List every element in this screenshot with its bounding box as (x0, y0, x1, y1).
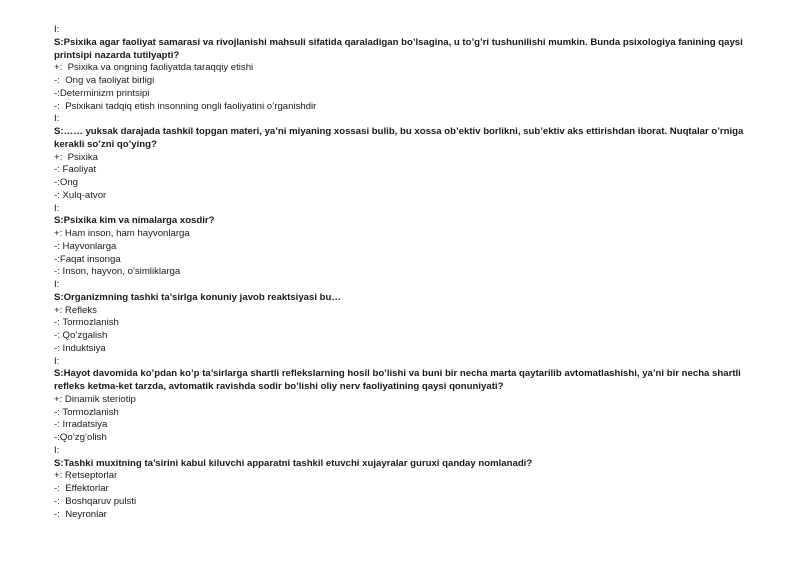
answer-correct: +: Psixika (54, 151, 98, 163)
question-text: S:Hayot davomida ko’pdan ko’p ta’sirlarga shartli reflekslarning hosil bo’lishi va buni bir necha marta qaytarilib avtomatlashishi, ya’ni bir necha shartli refleks ketma-ket tarzda, avtomatik ravishda sodir bo’lishi oliy nerv faoliyatining qaysi qonuniyati? (54, 368, 744, 392)
answer-option: -:Qo’zg’olish (54, 432, 107, 443)
question-marker: I: (54, 279, 60, 290)
question-block-1 (54, 24, 744, 113)
question-text: S:Psixika agar faoliyat samarasi va rivojlanishi mahsuli sifatida qaraladigan bo’lsagina, u to’g’ri tushunilishi mumkin. Bunda psixologiya fanining qaysi printsipi nazarda tutilyapti? (54, 36, 746, 61)
answer-option: -: Irradatsiya (54, 419, 108, 431)
answer-correct: +: Ham inson, ham hayvonlarga (54, 228, 190, 239)
question-block-5 (54, 356, 744, 445)
question-text: S:Organizmning tashki ta’sirlga konuniy javob reaktsiyasi bu… (54, 291, 341, 303)
answer-option: -: Tormozlanish (54, 406, 119, 418)
answer-option: -: Tormozlanish (54, 317, 119, 329)
question-block-2 (54, 113, 747, 202)
answer-option: -:Determinizm printsipi (54, 87, 150, 99)
answer-correct: +: Retseptorlar (54, 470, 118, 482)
answer-option: -: Induktsiya (54, 342, 106, 354)
answer-option: -:Ong (54, 177, 78, 188)
question-marker: I: (54, 202, 60, 214)
question-block-3 (54, 203, 744, 280)
document-page (54, 24, 747, 521)
answer-correct: +: Dinamik steriotip (54, 393, 136, 405)
question-block-6 (54, 445, 744, 522)
question-text: S:Psixika kim va nimalarga xosdir? (54, 215, 215, 227)
answer-option: -: Effektorlar (54, 483, 109, 494)
answer-option: -: Xulq-atvor (54, 189, 107, 201)
answer-option: -: Psixikani tadqiq etish insonning ongli faoliyatini o’rganishdir (54, 100, 317, 112)
question-marker: I: (54, 24, 60, 35)
answer-option: -: Ong va faoliyat birligi (54, 75, 155, 86)
answer-option: -:Faqat insonga (54, 253, 121, 265)
answer-correct: +: Refleks (54, 304, 97, 316)
answer-correct: +: Psixika va ongning faoliyatda taraqqiy etishi (54, 62, 254, 74)
question-marker: I: (54, 444, 60, 456)
answer-option: -: Boshqaruv pulsti (54, 495, 137, 507)
answer-option: -: Qo’zgalish (54, 330, 108, 341)
question-marker: I: (54, 113, 60, 125)
question-block-4 (54, 279, 744, 356)
answer-option: -: Hayvonlarga (54, 240, 117, 252)
answer-option: -: Faoliyat (54, 164, 97, 176)
answer-option: -: Inson, hayvon, o’simliklarga (54, 266, 181, 278)
question-text: S:…… yuksak darajada tashkil topgan materi, ya’ni miyaning xossasi bulib, bu xossa ob’ektiv borlikni, sub’ektiv aks ettirishdan iborat. Nuqtalar o’rniga kerakli so’zni qo’ying? (54, 126, 747, 150)
question-text: S:Tashki muxitning ta’sirini kabul kiluvchi apparatni tashkil etuvchi xujayralar guruxi qanday nomlanadi? (54, 457, 533, 469)
question-marker: I: (54, 355, 60, 367)
answer-option: -: Neyronlar (54, 508, 107, 520)
